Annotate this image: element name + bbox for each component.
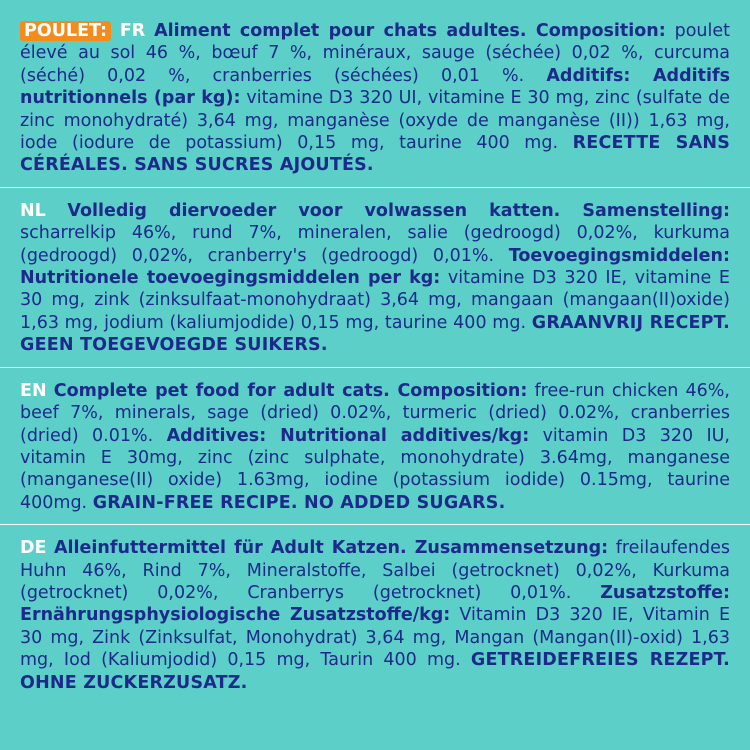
nl-composition: scharrelkip 46%, rund 7%, mineralen, salie (gedroogd) 0,02%, kurkuma (gedroogd) 0,02%, cranberry's (gedroogd) 0,01%. <box>20 223 730 266</box>
section-fr <box>20 20 730 177</box>
nl-title: Volledig diervoeder voor volwassen katten. Samenstelling: <box>67 200 730 221</box>
de-title: Alleinfuttermittel für Adult Katzen. Zusammensetzung: <box>54 538 609 559</box>
en-additives-heading: Additives: Nutritional additives/kg: <box>166 425 530 446</box>
nl-claims: GRAANVRIJ RECEPT. GEEN TOEGEVOEGDE SUIKERS. <box>20 312 730 356</box>
en-composition: free-run chicken 46%, beef 7%, minerals, sage (dried) 0.02%, turmeric (dried) 0.02%, cranberries (dried) 0.01%. <box>20 380 730 446</box>
en-claims: GRAIN-FREE RECIPE. NO ADDED SUGARS. <box>92 492 506 513</box>
language-code-de: DE <box>20 538 47 559</box>
en-additives: vitamin D3 320 IU, vitamin E 30mg, zinc (zinc sulphate, monohydrate) 3.64mg, manganese (manganese(II) oxide) 1.63mg, iodine (potassium iodide) 0.15mg, taurine 400mg. <box>20 425 730 513</box>
fr-composition: poulet élevé au sol 46 %, bœuf 7 %, minéraux, sauge (séchée) 0,02 %, curcuma (séché) 0,02 %, cranberries (séchées) 0,01 %. <box>20 21 730 86</box>
language-code-nl: NL <box>20 200 46 221</box>
language-code-en: EN <box>20 380 47 401</box>
section-de <box>20 537 730 694</box>
divider <box>0 187 750 188</box>
fr-claims: RECETTE SANS CÉRÉALES. SANS SUCRES AJOUTÉS. <box>20 133 730 176</box>
section-nl <box>20 200 730 357</box>
de-composition: freilaufendes Huhn 46%, Rind 7%, Mineralstoffe, Salbei (getrocknet) 0,02%, Kurkuma (getrocknet) 0,02%, Cranberrys (getrocknet) 0,01%. <box>20 538 730 603</box>
divider <box>0 524 750 525</box>
de-additives-heading: Zusatzstoffe: Ernährungsphysiologische Zusatzstoffe/kg: <box>20 582 730 626</box>
divider <box>0 367 750 368</box>
nl-additives-heading: Toevoegingsmiddelen: Nutritionele toevoegingsmiddelen per kg: <box>20 245 730 289</box>
language-code-fr: FR <box>119 21 146 41</box>
fr-additives-heading: Additifs: Additifs nutritionnels (par kg): <box>20 65 730 109</box>
section-en <box>20 380 730 514</box>
fr-additives: vitamine D3 320 UI, vitamine E 30 mg, zinc (sulfate de zinc monohydraté) 3,64 mg, manganèse (oxyde de manganèse (II)) 1,63 mg, iode (iodure de potassium) 0,15 mg, taurine 400 mg. <box>20 88 731 154</box>
flavor-badge: POULET: <box>20 21 111 41</box>
nl-additives: vitamine D3 320 IE, vitamine E 30 mg, zink (zinksulfaat-monohydraat) 3,64 mg, mangaan (mangaan(II)oxide) 1,63 mg, jodium (kaliumjodide) 0,15 mg, taurine 400 mg. <box>20 268 730 333</box>
en-title: Complete pet food for adult cats. Composition: <box>53 380 528 401</box>
fr-title: Aliment complet pour chats adultes. Composition: <box>154 21 666 41</box>
de-claims: GETREIDEFREIES REZEPT. OHNE ZUCKERZUSATZ. <box>20 650 730 693</box>
de-additives: Vitamin D3 320 IE, Vitamin E 30 mg, Zink (Zinksulfat, Monohydrat) 3,64 mg, Mangan (Mangan(II)-oxid) 1,63 mg, Iod (Kaliumjodid) 0,15 mg, Taurin 400 mg. <box>20 605 731 671</box>
